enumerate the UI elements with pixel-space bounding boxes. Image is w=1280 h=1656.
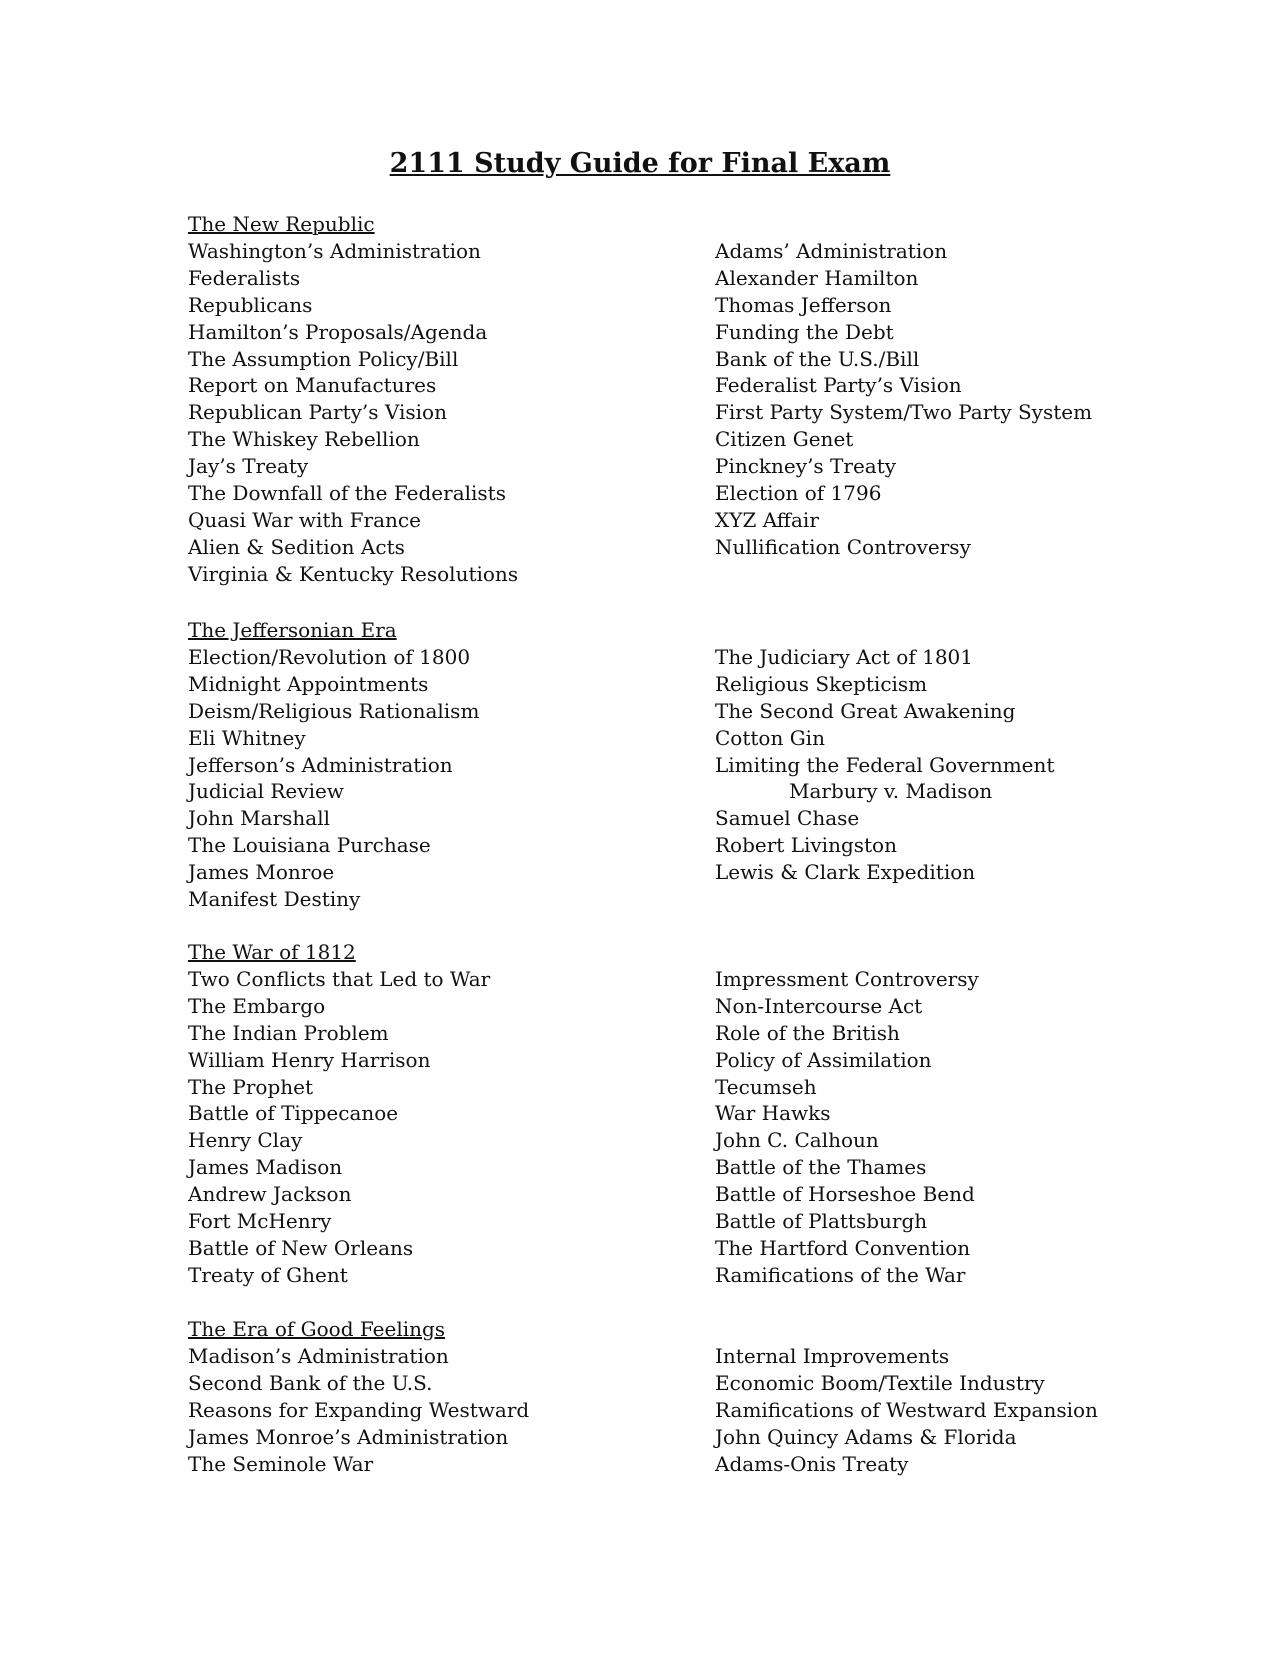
list-item: The Prophet bbox=[188, 1074, 314, 1099]
list-item: Battle of Plattsburgh bbox=[715, 1209, 928, 1234]
list-item: Alexander Hamilton bbox=[715, 265, 919, 290]
list-item: Jay’s Treaty bbox=[188, 454, 309, 479]
list-item: Republicans bbox=[188, 292, 313, 317]
list-item: Election of 1796 bbox=[715, 481, 882, 506]
list-item: Nullification Controversy bbox=[715, 534, 971, 559]
list-item: Federalist Party’s Vision bbox=[715, 373, 962, 398]
list-item: Republican Party’s Vision bbox=[188, 400, 447, 425]
list-item: Funding the Debt bbox=[715, 319, 894, 344]
list-item: Adams-Onis Treaty bbox=[715, 1451, 909, 1476]
list-item: Cotton Gin bbox=[715, 725, 825, 750]
right-column bbox=[715, 966, 979, 1289]
list-item: First Party System/Two Party System bbox=[715, 400, 1093, 425]
list-item: Role of the British bbox=[715, 1020, 900, 1045]
section-jeffersonian-era bbox=[188, 617, 1128, 912]
section-heading: The War of 1812 bbox=[188, 940, 356, 964]
list-item: The Downfall of the Federalists bbox=[188, 481, 506, 506]
list-item: Battle of the Thames bbox=[715, 1155, 927, 1180]
section-heading: The Era of Good Feelings bbox=[188, 1317, 446, 1341]
list-item: Hamilton’s Proposals/Agenda bbox=[188, 319, 488, 344]
list-item: William Henry Harrison bbox=[188, 1047, 431, 1072]
list-item: Treaty of Ghent bbox=[188, 1262, 348, 1287]
list-item: Robert Livingston bbox=[715, 833, 897, 858]
list-item: Henry Clay bbox=[188, 1128, 303, 1153]
list-item: Second Bank of the U.S. bbox=[188, 1370, 433, 1395]
left-column bbox=[188, 1343, 529, 1477]
list-item: Economic Boom/Textile Industry bbox=[715, 1370, 1045, 1395]
list-item: Battle of Tippecanoe bbox=[188, 1101, 399, 1126]
list-item: Report on Manufactures bbox=[188, 373, 437, 398]
list-item: Manifest Destiny bbox=[188, 887, 361, 912]
list-item: Quasi War with France bbox=[188, 507, 421, 532]
list-item: Citizen Genet bbox=[715, 427, 854, 452]
list-item: The Judiciary Act of 1801 bbox=[715, 645, 973, 669]
page-title: 2111 Study Guide for Final Exam bbox=[389, 148, 891, 179]
list-item: Policy of Assimilation bbox=[715, 1047, 932, 1072]
list-item: Election/Revolution of 1800 bbox=[188, 645, 471, 669]
list-item: Religious Skepticism bbox=[715, 671, 928, 696]
list-item: Alien & Sedition Acts bbox=[188, 534, 405, 559]
list-item: John Quincy Adams & Florida bbox=[715, 1424, 1017, 1449]
list-item: Midnight Appointments bbox=[188, 671, 429, 696]
list-item: Non-Intercourse Act bbox=[715, 993, 923, 1018]
list-item: Jefferson’s Administration bbox=[188, 752, 453, 777]
list-item: The Louisiana Purchase bbox=[188, 833, 431, 858]
list-item: The Assumption Policy/Bill bbox=[188, 346, 459, 371]
list-item: Adams’ Administration bbox=[715, 239, 948, 263]
section-heading: The Jeffersonian Era bbox=[188, 618, 397, 642]
section-era-of-good-feelings bbox=[188, 1316, 1128, 1476]
list-item: John C. Calhoun bbox=[715, 1128, 879, 1153]
list-item: James Madison bbox=[188, 1155, 343, 1180]
section-war-of-1812 bbox=[188, 939, 1128, 1287]
left-column bbox=[188, 238, 518, 588]
right-column bbox=[715, 644, 1054, 886]
list-item: Samuel Chase bbox=[715, 806, 860, 831]
list-item: Lewis & Clark Expedition bbox=[715, 860, 976, 885]
list-item: War Hawks bbox=[715, 1101, 831, 1126]
left-column bbox=[188, 644, 479, 913]
list-item: Impressment Controversy bbox=[715, 967, 979, 991]
left-column bbox=[188, 966, 490, 1289]
list-item: The Second Great Awakening bbox=[715, 698, 1016, 723]
list-item: The Seminole War bbox=[188, 1451, 374, 1476]
list-item: Fort McHenry bbox=[188, 1209, 332, 1234]
list-item: Virginia & Kentucky Resolutions bbox=[188, 561, 519, 586]
list-item: Judicial Review bbox=[188, 779, 344, 804]
list-item: John Marshall bbox=[188, 806, 331, 831]
list-item: Madison’s Administration bbox=[188, 1344, 449, 1368]
list-item: Eli Whitney bbox=[188, 725, 306, 750]
list-item: Bank of the U.S./Bill bbox=[715, 346, 920, 371]
list-item: James Monroe bbox=[188, 860, 335, 885]
list-item: Reasons for Expanding Westward bbox=[188, 1397, 530, 1422]
list-item: Limiting the Federal Government bbox=[715, 752, 1055, 777]
list-item: Federalists bbox=[188, 265, 301, 290]
list-item: The Whiskey Rebellion bbox=[188, 427, 420, 452]
list-item: Thomas Jefferson bbox=[715, 292, 892, 317]
list-item: Deism/Religious Rationalism bbox=[188, 698, 480, 723]
list-item: Battle of Horseshoe Bend bbox=[715, 1182, 975, 1207]
list-item: Ramifications of the War bbox=[715, 1262, 966, 1287]
section-heading: The New Republic bbox=[188, 212, 375, 236]
right-column bbox=[715, 1343, 1098, 1477]
list-item: The Embargo bbox=[188, 993, 326, 1018]
list-item: Pinckney’s Treaty bbox=[715, 454, 897, 479]
list-item-indented: Marbury v. Madison bbox=[789, 779, 993, 804]
list-item: Internal Improvements bbox=[715, 1344, 950, 1368]
list-item: Tecumseh bbox=[715, 1074, 817, 1099]
list-item: The Indian Problem bbox=[188, 1020, 389, 1045]
list-item: The Hartford Convention bbox=[715, 1235, 971, 1260]
list-item: Two Conflicts that Led to War bbox=[188, 967, 491, 991]
list-item: Washington’s Administration bbox=[188, 239, 481, 263]
section-new-republic bbox=[188, 211, 1128, 586]
list-item: XYZ Affair bbox=[715, 507, 819, 532]
list-item: Ramifications of Westward Expansion bbox=[715, 1397, 1098, 1422]
list-item: Andrew Jackson bbox=[188, 1182, 352, 1207]
right-column bbox=[715, 238, 1092, 561]
list-item: Battle of New Orleans bbox=[188, 1235, 414, 1260]
list-item: James Monroe’s Administration bbox=[188, 1424, 509, 1449]
